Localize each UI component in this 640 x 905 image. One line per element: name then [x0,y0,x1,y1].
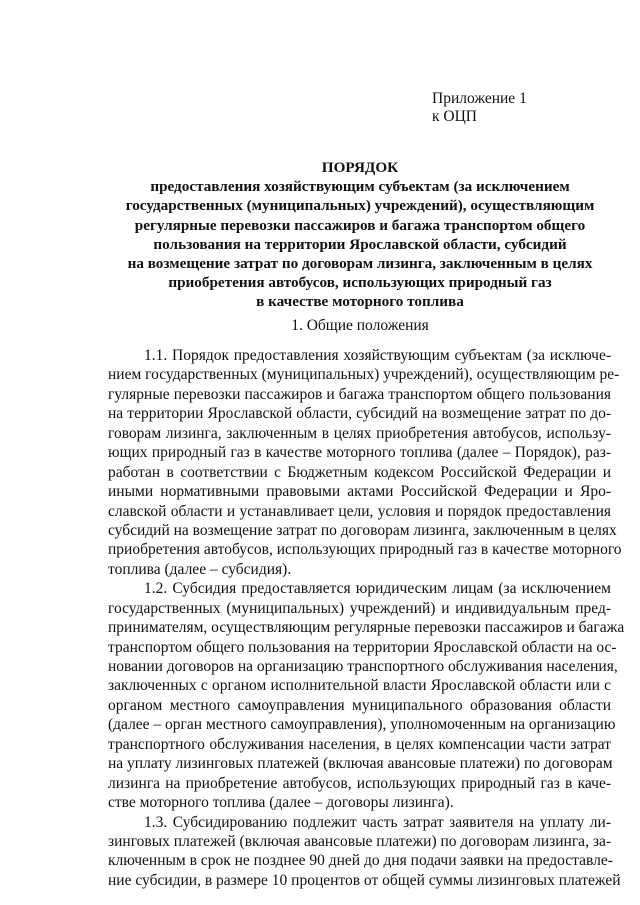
title-line: предоставления хозяйствующим субъектам (за исключением [150,178,570,196]
paragraph-line: нием государственных (муниципальных) учреждений), осуществляющим ре- [108,366,620,384]
paragraph-line: ключенным в срок не позднее 90 дней до дня подачи заявки на предоставле- [108,852,613,870]
section-heading: 1. Общие положения [291,317,429,334]
paragraph-line: принимателям, осуществляющим регулярные перевозки пассажиров и багажа [108,619,625,637]
paragraph-line: заключенных с органом исполнительной власти Ярославской области или с [108,677,611,695]
paragraph-line: транспортом общего пользования на территории Ярославской области на ос- [108,638,617,656]
document-title [110,158,610,312]
paragraph-line: иными нормативными правовыми актами Российской Федерации и Яро- [108,483,611,501]
appendix-number: Приложение 1 [432,90,527,107]
paragraph-line: ние субсидии, в размере 10 процентов от общей суммы лизинговых платежей [108,871,621,889]
paragraph-line: работан в соответствии с Бюджетным кодексом Российской Федерации и [108,463,611,481]
paragraph-line: стве моторного топлива (далее – договоры лизинга). [108,794,454,812]
paragraph-line: государственных (муниципальных) учреждений) и индивидуальным пред- [108,599,611,617]
paragraph-line: ющих природный газ в качестве моторного топлива (далее – Порядок), раз- [108,444,611,462]
title-line: регулярные перевозки пассажиров и багажа транспортом общего [134,216,586,234]
title-line: пользования на территории Ярославской области, субсидий [153,235,567,253]
appendix-note [432,90,527,126]
paragraph-line: на территории Ярославской области, субсидий на возмещение затрат по до- [108,405,611,423]
title-line: приобретения автобусов, использующих природный газ [168,274,552,292]
paragraph-line: субсидий на возмещение затрат по договорам лизинга, заключенным в целях [108,521,617,539]
title-heading: ПОРЯДОК [321,159,399,176]
paragraph-line: приобретения автобусов, использующих природный газ в качестве моторного [108,541,622,559]
body-text [108,346,625,890]
paragraph-line: 1.3. Субсидированию подлежит часть затрат заявителя на уплату ли- [144,813,611,831]
paragraph-line: топлива (далее – субсидия). [108,560,292,578]
paragraph-line: новании договоров на организацию транспортного обслуживания населения, [108,658,618,675]
paragraph-line: 1.2. Субсидия предоставляется юридическим лицам (за исключением [144,580,611,598]
paragraph-line: гулярные перевозки пассажиров и багажа транспортом общего пользования [108,385,611,403]
title-line: в качестве моторного топлива [256,293,464,311]
appendix-reference: к ОЦП [432,108,477,125]
paragraph-line: (далее – орган местного самоуправления), уполномоченным на организацию [108,716,616,734]
paragraph-line: зинговых платежей (включая авансовые платежи) по договорам лизинга, за- [108,832,611,850]
paragraph-line: говорам лизинга, заключенным в целях приобретения автобусов, использу- [108,424,611,442]
paragraph-line: транспортного обслуживания населения, в целях компенсации части затрат [108,735,611,753]
title-line: государственных (муниципальных) учреждений), осуществляющим [125,197,595,215]
title-line: на возмещение затрат по договорам лизинга, заключенным в целях [127,255,593,273]
paragraph-line: на уплату лизинговых платежей (включая авансовые платежи) по договорам [108,755,613,773]
paragraph-line: органом местного самоуправления муниципального образования области [108,696,611,714]
paragraph-line: лизинга на приобретение автобусов, использующих природный газ в каче- [108,774,611,792]
paragraph-line: славской области и устанавливает цели, условия и порядок предоставления [108,502,611,520]
paragraph-line: 1.1. Порядок предоставления хозяйствующим субъектам (за исключе- [144,347,611,364]
